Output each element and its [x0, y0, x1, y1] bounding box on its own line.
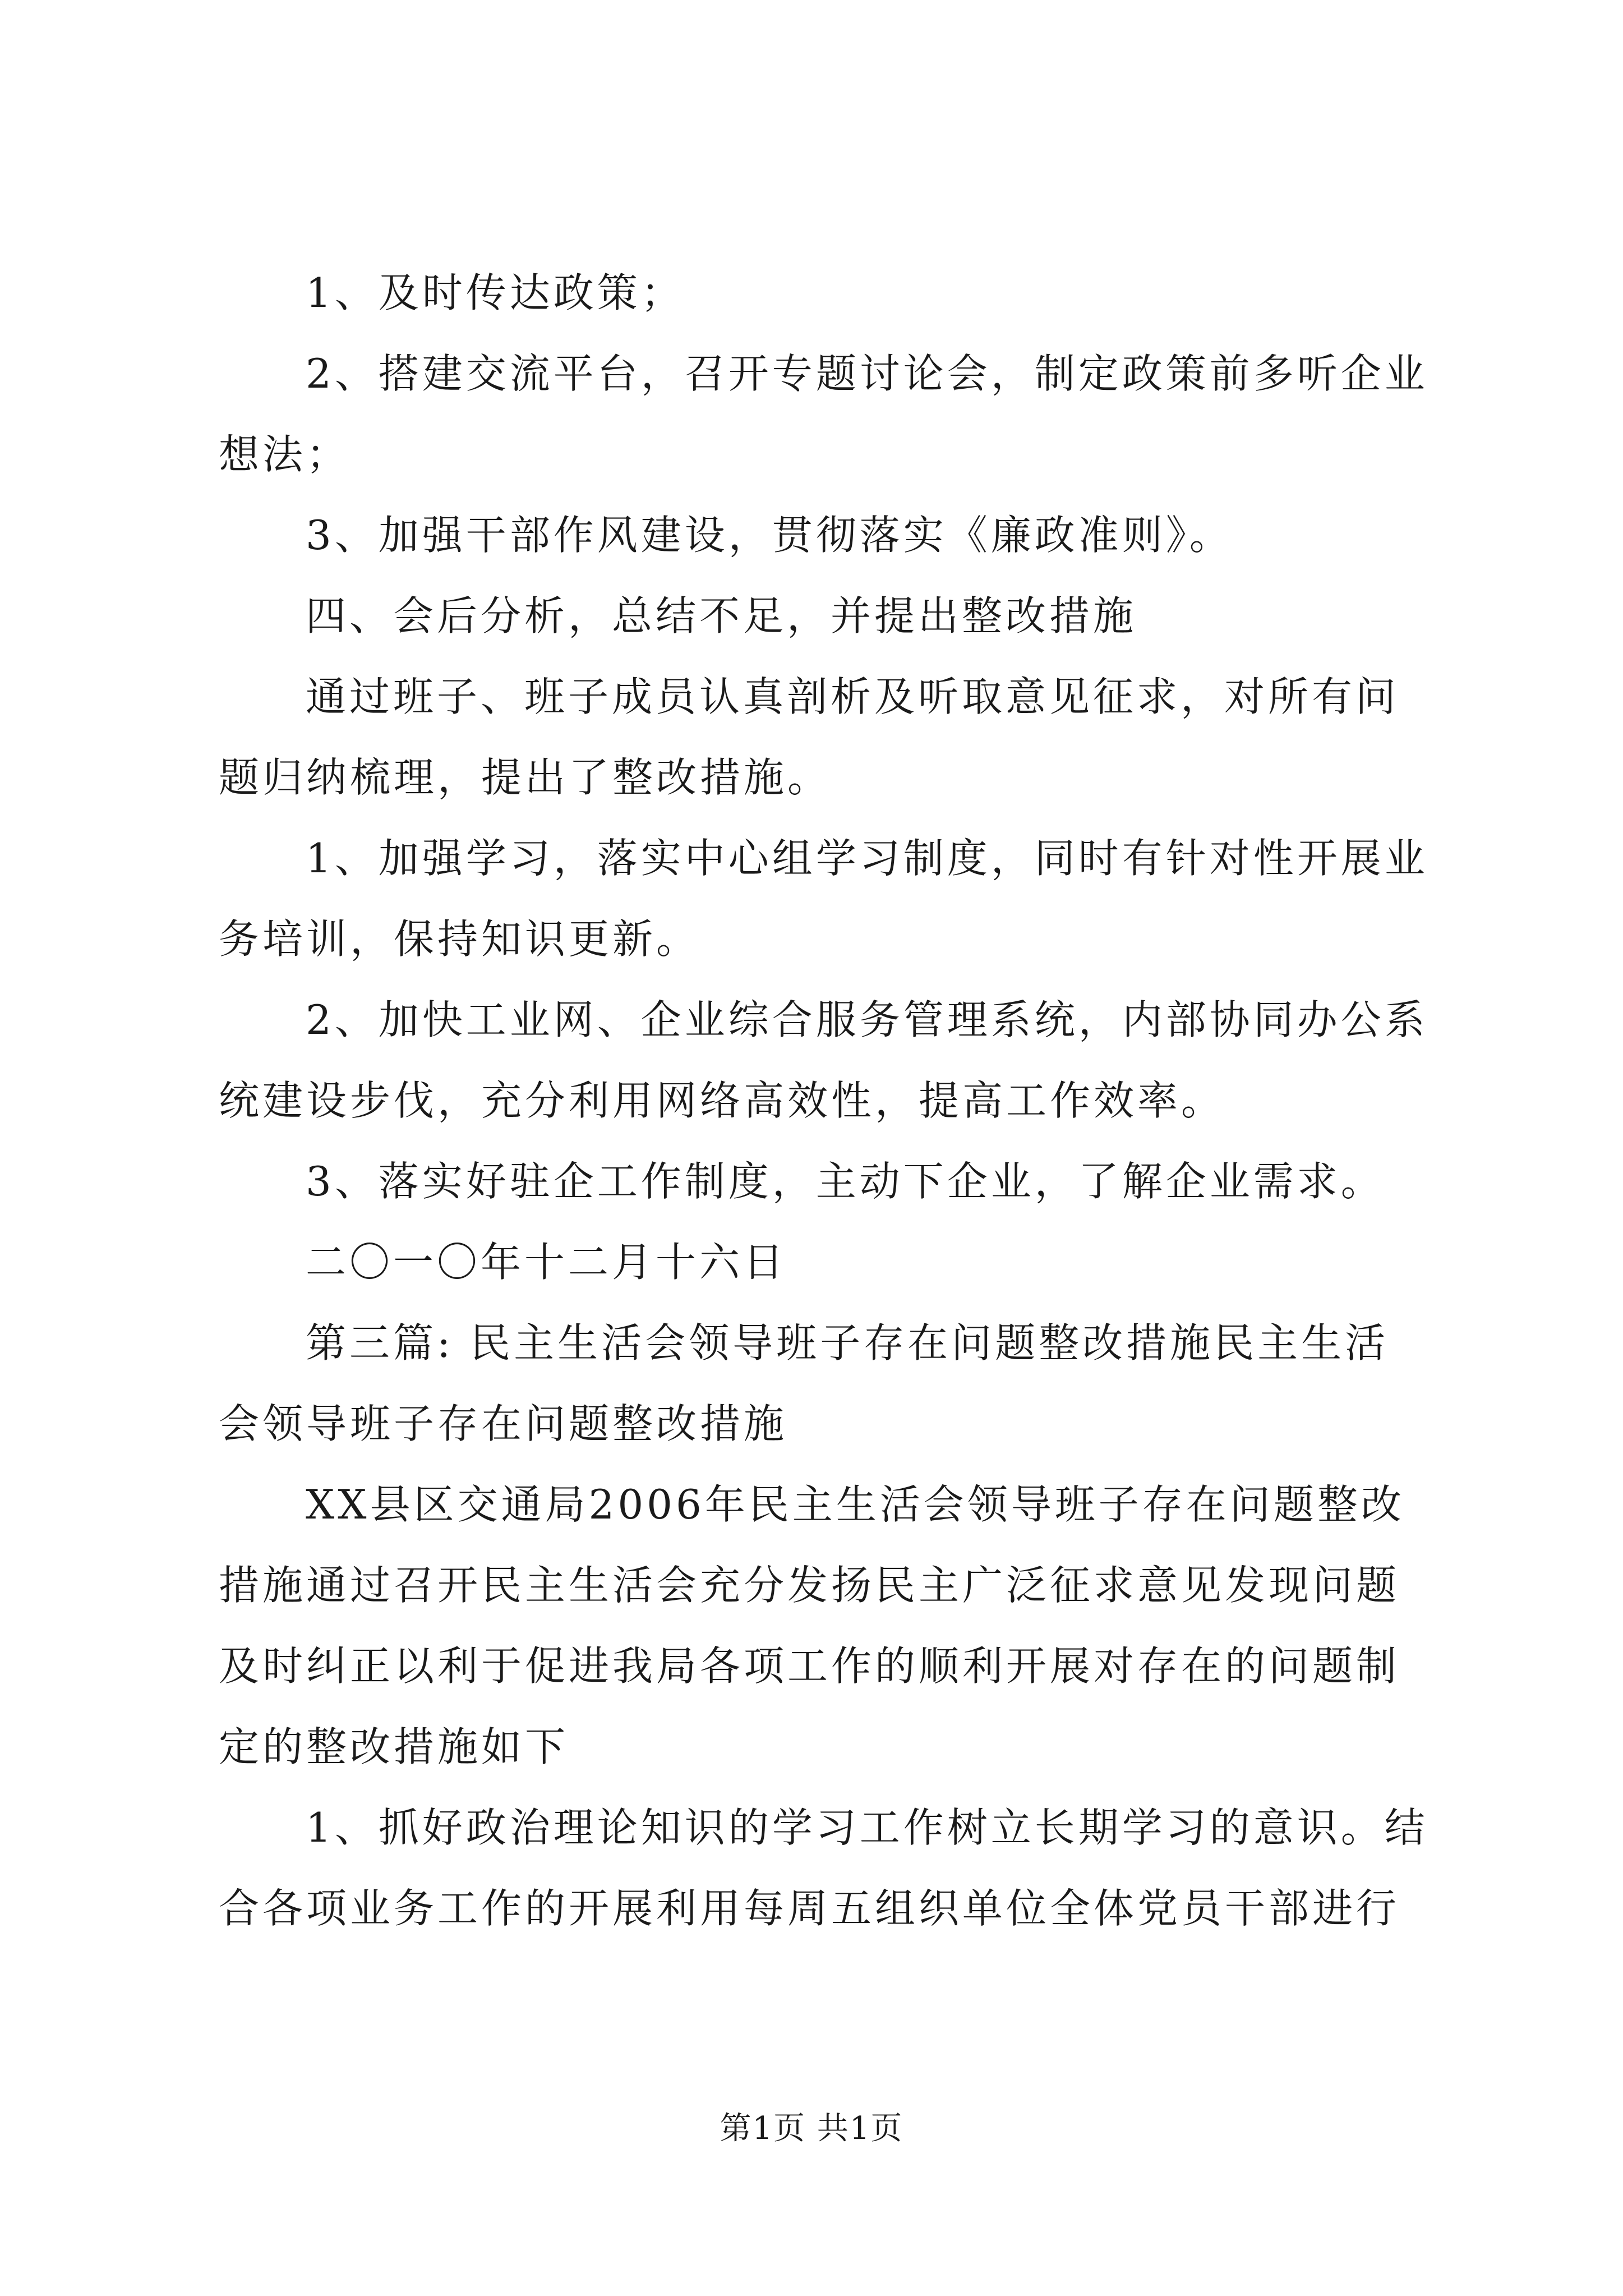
paragraph: 1、抓好政治理论知识的学习工作树立长期学习的意识。结合各项业务工作的开展利用每周五组织单位全体党员干部进行: [219, 1804, 1428, 1932]
page-footer: 第1页 共1页: [720, 2110, 903, 2147]
paragraph: 3、加强干部作风建设，贯彻落实《廉政准则》。: [306, 512, 1233, 559]
paragraph: 1、及时传达政策；: [306, 269, 685, 316]
paragraph: 通过班子、班子成员认真剖析及听取意见征求，对所有问题归纳梳理，提出了整改措施。: [219, 673, 1400, 801]
paragraph: 2、加快工业网、企业综合服务管理系统，内部协同办公系统建设步伐，充分利用网络高效性，提高工作效率。: [219, 996, 1428, 1124]
section-heading: 四、会后分析，总结不足，并提出整改措施: [306, 592, 1137, 639]
paragraph: 1、加强学习，落实中心组学习制度，同时有针对性开展业务培训，保持知识更新。: [219, 835, 1428, 963]
paragraph: 3、落实好驻企工作制度，主动下企业，了解企业需求。: [306, 1158, 1385, 1205]
paragraph: 2、搭建交流平台，召开专题讨论会，制定政策前多听企业想法；: [219, 350, 1428, 478]
date-line: 二〇一〇年十二月十六日: [306, 1239, 787, 1286]
document-body: [219, 252, 1430, 1949]
paragraph: XX县区交通局2006年民主生活会领导班子存在问题整改措施通过召开民主生活会充分发扬民主广泛征求意见发现问题及时纠正以利于促进我局各项工作的顺利开展对存在的问题制定的整改措施如下: [219, 1481, 1405, 1770]
chapter-title: 第三篇: 民主生活会领导班子存在问题整改措施民主生活会领导班子存在问题整改措施: [219, 1319, 1389, 1447]
